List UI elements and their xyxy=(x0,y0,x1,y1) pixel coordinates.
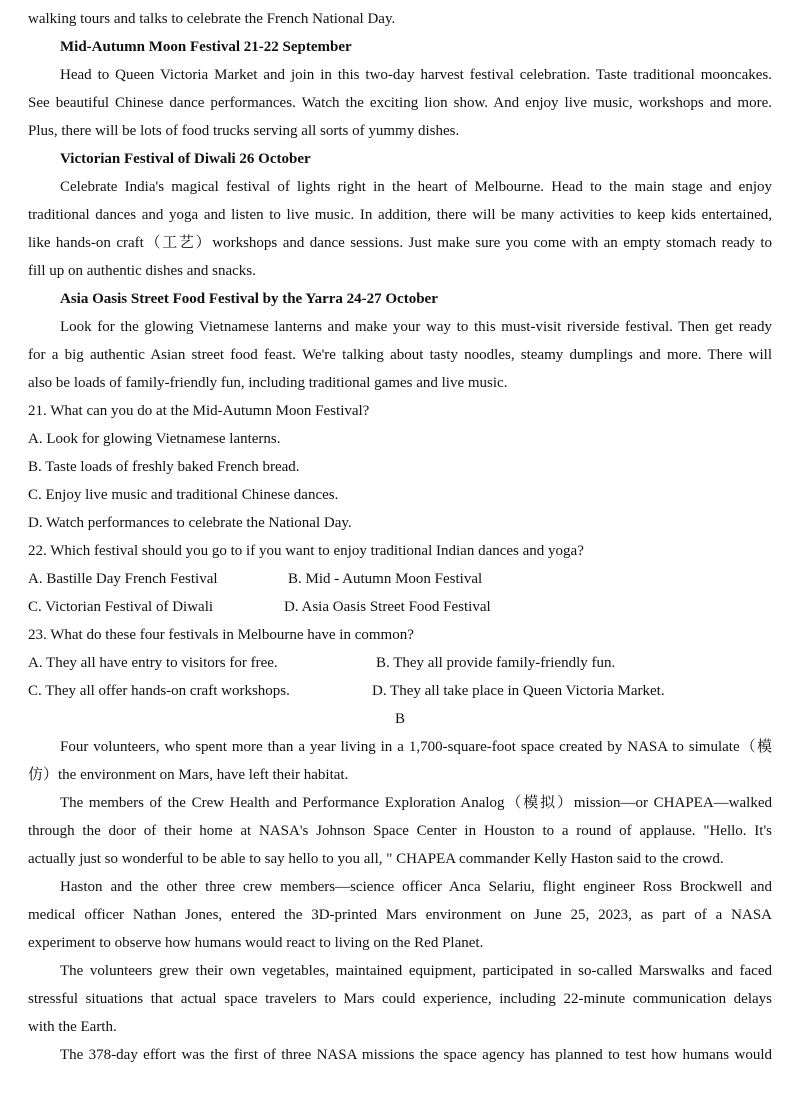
question-line: 22. Which festival should you go to if you want to enjoy traditional Indian dances and yoga? xyxy=(28,543,584,559)
answer-option: B. They all provide family-friendly fun. xyxy=(376,655,616,671)
paragraph-line: Haston and the other three crew members—science officer Anca Selariu, flight engineer Ross Brockwell and xyxy=(60,879,772,895)
answer-options-row xyxy=(28,565,772,593)
answer-option: A. Bastille Day French Festival xyxy=(28,571,218,587)
paragraph-line: Four volunteers, who spent more than a year living in a 1,700-square-foot space created by NASA to simulate（模 xyxy=(60,739,772,755)
paragraph-line: The members of the Crew Health and Performance Exploration Analog（模拟）mission—or CHAPEA—walked xyxy=(60,795,772,811)
paragraph-line: See beautiful Chinese dance performances. Watch the exciting lion show. And enjoy live music, workshops and more. xyxy=(28,95,772,111)
paragraph-line: The volunteers grew their own vegetables, maintained equipment, participated in so-called Marswalks and faced xyxy=(60,963,772,979)
paragraph-line: Head to Queen Victoria Market and join in this two-day harvest festival celebration. Taste traditional mooncakes. xyxy=(60,67,772,83)
answer-option: A. They all have entry to visitors for free. xyxy=(28,655,278,671)
answer-options-row xyxy=(28,593,772,621)
paragraph-line: actually just so wonderful to be able to say hello to you all, " CHAPEA commander Kelly Haston said to the crowd. xyxy=(28,851,724,867)
festival-heading: Mid-Autumn Moon Festival 21-22 September xyxy=(60,39,352,55)
paragraph-line: Look for the glowing Vietnamese lanterns and make your way to this must-visit riverside festival. Then get ready xyxy=(60,319,772,335)
document-page xyxy=(28,5,772,1069)
paragraph-line: fill up on authentic dishes and snacks. xyxy=(28,263,256,279)
answer-option: D. Asia Oasis Street Food Festival xyxy=(284,599,491,615)
answer-option: D. They all take place in Queen Victoria Market. xyxy=(372,683,665,699)
question-line: C. Enjoy live music and traditional Chinese dances. xyxy=(28,487,339,503)
paragraph-line: with the Earth. xyxy=(28,1019,117,1035)
paragraph-line: walking tours and talks to celebrate the French National Day. xyxy=(28,11,396,27)
answer-option: B. Mid - Autumn Moon Festival xyxy=(288,571,483,587)
answer-options-row xyxy=(28,677,772,705)
paragraph-line: Celebrate India's magical festival of lights right in the heart of Melbourne. Head to the main stage and enjoy xyxy=(60,179,772,195)
paragraph-line: through the door of their home at NASA's Johnson Space Center in Houston to a round of applause. "Hello. It's xyxy=(28,823,772,839)
festival-heading: Victorian Festival of Diwali 26 October xyxy=(60,151,311,167)
question-line: B. Taste loads of freshly baked French bread. xyxy=(28,459,300,475)
answer-option: C. They all offer hands-on craft workshops. xyxy=(28,683,290,699)
answer-option: C. Victorian Festival of Diwali xyxy=(28,599,214,615)
paragraph-line: stressful situations that actual space travelers to Mars could experience, including 22-minute communication delays xyxy=(28,991,772,1007)
paragraph-line: experiment to observe how humans would react to living on the Red Planet. xyxy=(28,935,484,951)
paragraph-line: Plus, there will be lots of food trucks serving all sorts of yummy dishes. xyxy=(28,123,460,139)
answer-options-row xyxy=(28,649,772,677)
section-label: B xyxy=(394,711,405,727)
paragraph-line: The 378-day effort was the first of three NASA missions the space agency has planned to test how humans would xyxy=(60,1047,772,1063)
paragraph-line: for a big authentic Asian street food feast. We're talking about tasty noodles, steamy dumplings and more. There will xyxy=(28,347,772,363)
question-line: 21. What can you do at the Mid-Autumn Moon Festival? xyxy=(28,403,370,419)
question-line: 23. What do these four festivals in Melbourne have in common? xyxy=(28,627,414,643)
festival-heading: Asia Oasis Street Food Festival by the Yarra 24-27 October xyxy=(60,291,438,307)
paragraph-line: traditional dances and yoga and listen to live music. In addition, there will be many activities to keep kids entertained, xyxy=(28,207,772,223)
paragraph-line: like hands-on craft（工艺）workshops and dance sessions. Just make sure you come with an empty stomach ready to xyxy=(28,235,772,251)
question-line: D. Watch performances to celebrate the National Day. xyxy=(28,515,352,531)
paragraph-line: also be loads of family-friendly fun, including traditional games and live music. xyxy=(28,375,508,391)
question-line: A. Look for glowing Vietnamese lanterns. xyxy=(28,431,281,447)
paragraph-line: medical officer Nathan Jones, entered the 3D-printed Mars environment on June 25, 2023, as part of a NASA xyxy=(28,907,772,923)
paragraph-line: 仿）the environment on Mars, have left their habitat. xyxy=(28,767,349,783)
